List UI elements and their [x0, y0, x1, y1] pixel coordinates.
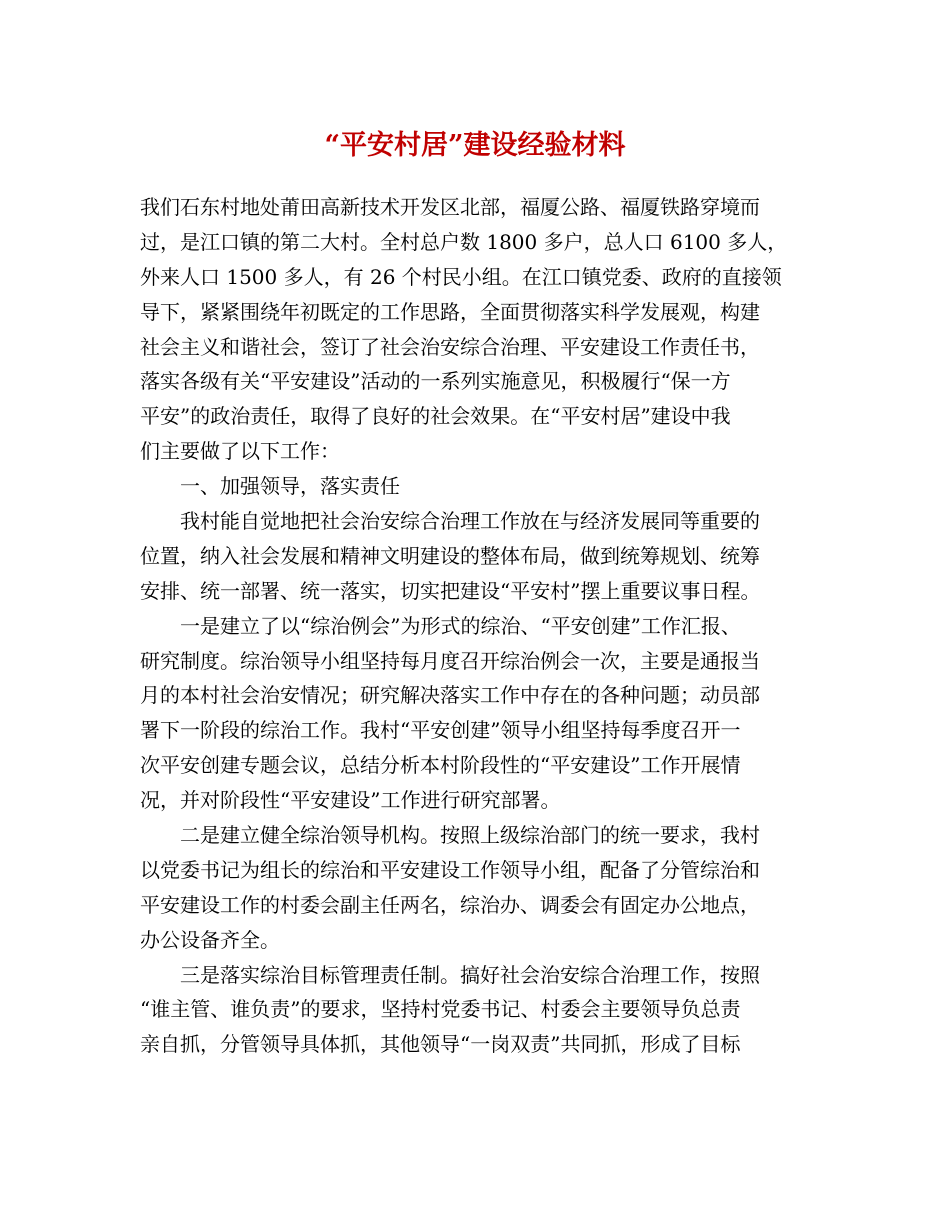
text-line: 我村能自觉地把社会治安综合治理工作放在与经济发展同等重要的: [180, 509, 760, 534]
text-line: 我们石东村地处莆田高新技术开发区北部，福厦公路、福厦铁路穿境而: [140, 195, 760, 219]
text-line: 平安建设工作的村委会副主任两名，综治办、调委会有固定办公地点，: [140, 892, 760, 917]
text-line: 办公设备齐全。: [140, 927, 280, 952]
text-line: 况，并对阶段性“平安建设”工作进行研究部署。: [140, 788, 561, 813]
text-line: “谁主管、谁负责”的要求，坚持村党委书记、村委会主要领导负总责: [140, 997, 741, 1022]
text-line: 位置，纳入社会发展和精神文明建设的整体布局，做到统筹规划、统筹: [140, 543, 760, 568]
text-line: 亲自抓，分管领导具体抓，其他领导“一岗双责”共同抓，形成了目标: [140, 1032, 741, 1057]
text-line: 一、加强领导，落实责任: [180, 474, 400, 499]
text-line: 以党委书记为组长的综治和平安建设工作领导小组，配备了分管综治和: [140, 857, 760, 882]
text-line: 们主要做了以下工作：: [140, 439, 340, 464]
document-body: [140, 190, 812, 1062]
text-line: 次平安创建专题会议，总结分析本村阶段性的“平安建设”工作开展情: [140, 753, 741, 778]
document-title: “平安村居”建设经验材料: [324, 130, 626, 161]
text-line: 外来人口 1500 多人，有 26 个村民小组。在江口镇党委、政府的直接领: [140, 264, 782, 289]
text-line: 研究制度。综治领导小组坚持每月度召开综治例会一次，主要是通报当: [140, 648, 760, 673]
text-line: 三是落实综治目标管理责任制。搞好社会治安综合治理工作，按照: [180, 962, 760, 987]
text-line: 月的本村社会治安情况；研究解决落实工作中存在的各种问题；动员部: [140, 683, 760, 708]
text-line: 署下一阶段的综治工作。我村“平安创建”领导小组坚持每季度召开一: [140, 718, 741, 743]
text-line: 安排、统一部署、统一落实，切实把建设“平安村”摆上重要议事日程。: [140, 578, 761, 603]
text-line: 平安”的政治责任，取得了良好的社会效果。在“平安村居”建设中我: [140, 404, 731, 429]
text-line: 落实各级有关“平安建设”活动的一系列实施意见，积极履行“保一方: [140, 369, 731, 394]
text-line: 一是建立了以“综治例会”为形式的综治、“平安创建”工作汇报、: [180, 613, 741, 638]
text-line: 社会主义和谐社会，签订了社会治安综合治理、平安建设工作责任书，: [140, 334, 760, 359]
text-line: 二是建立健全综治领导机构。按照上级综治部门的统一要求，我村: [180, 823, 760, 848]
text-line: 导下，紧紧围绕年初既定的工作思路，全面贯彻落实科学发展观，构建: [140, 299, 760, 324]
text-line: 过，是江口镇的第二大村。全村总户数 1800 多户，总人口 6100 多人，: [140, 229, 788, 254]
